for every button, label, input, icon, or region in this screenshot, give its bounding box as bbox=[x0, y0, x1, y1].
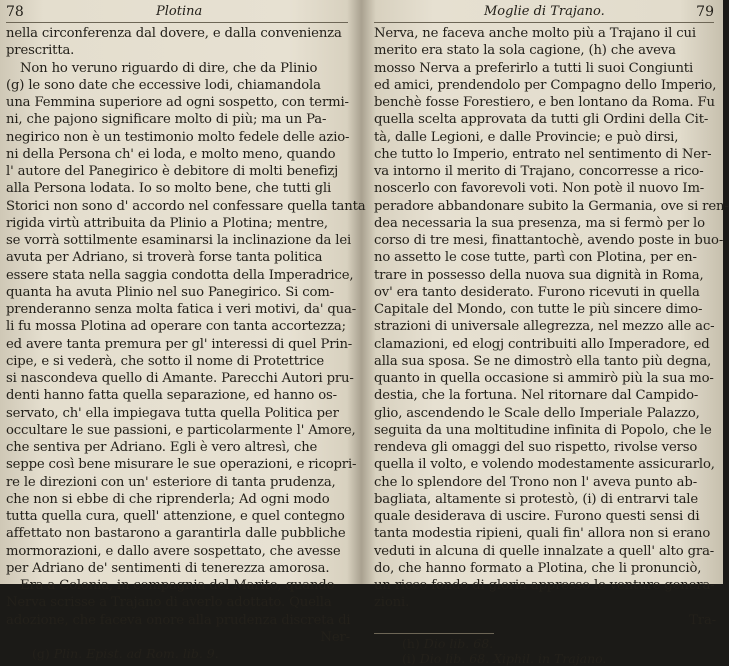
right-page-number: 79 bbox=[696, 4, 714, 20]
text-line: tutta quella cura, quell' attenzione, e quel contegno bbox=[6, 509, 345, 524]
right-page bbox=[372, 4, 729, 666]
text-line: alla sua sposa. Se ne dimostrò ella tanto più degna, bbox=[374, 353, 712, 369]
text-line: va intorno il merito di Trajano, concorresse a rico- bbox=[374, 164, 704, 179]
footnote bbox=[4, 646, 350, 661]
text-line: mosso Nerva a preferirlo a tutti li suoi Congiunti bbox=[374, 60, 694, 76]
left-running-head: Plotina bbox=[156, 4, 203, 19]
text-line: benchè fosse Forestiero, e ben lontano da Roma. Fu bbox=[374, 95, 715, 110]
right-footnotes bbox=[372, 636, 716, 666]
text-line: occultare le sue passioni, e particolarmente l' Amore, bbox=[6, 422, 356, 438]
footnote-text: Dio lib. 68. Xiphil. in Trajano. bbox=[419, 650, 607, 666]
footnote bbox=[372, 636, 716, 651]
text-line: noscerlo con favorevoli voti. Non potè il nuovo Im- bbox=[374, 181, 705, 197]
text-line: negirico non è un testimonio molto fedele delle azio- bbox=[6, 129, 350, 145]
footnote-text: Dio lib. 68. bbox=[423, 635, 494, 651]
text-line: Nerva, ne faceva anche molto più a Trajano il cui bbox=[374, 26, 696, 41]
text-line: trare in possesso della nuova sua dignità in Roma, bbox=[374, 267, 704, 283]
text-line: quella il volto, e volendo modestamente assicurarlo, bbox=[374, 457, 715, 473]
text-line: bagliata, altamente si protestò, (i) di entrarvi tale bbox=[374, 491, 698, 507]
text-line: Era a Colonia, in compagnia del Marito, quando bbox=[20, 578, 335, 593]
text-line: (g) le sono date che eccessive lodi, chiamandola bbox=[6, 77, 321, 93]
text-line: Storici non sono d' accordo nel confessare quella tanta bbox=[6, 198, 366, 214]
footnote-mark: (h) bbox=[402, 635, 420, 651]
left-page-number: 78 bbox=[6, 4, 24, 20]
footnote bbox=[372, 651, 716, 666]
text-line: Capitale del Mondo, con tutte le più sincere dimo- bbox=[374, 302, 703, 317]
text-line: alla Persona lodata. Io so molto bene, che tutti gli bbox=[6, 181, 332, 197]
text-line: mormorazioni, e dallo avere sospettato, che avesse bbox=[6, 543, 341, 559]
text-line: quella scelta approvata da tutti gli Ordini della Cit- bbox=[374, 112, 709, 128]
text-line: no assetto le cose tutte, partì con Plotina, per en- bbox=[374, 250, 697, 266]
text-line: strazioni di universale allegrezza, nel mezzo alle ac- bbox=[374, 319, 715, 335]
text-line: una Femmina superiore ad ogni sospetto, con termi- bbox=[6, 95, 349, 110]
text-line: che tutto lo Imperio, entrato nel sentimento di Ner- bbox=[374, 146, 712, 162]
text-line: ed avere tanta premura per gl' interessi di quel Prin- bbox=[6, 336, 353, 352]
left-page-header bbox=[6, 4, 348, 23]
text-line: se vorrà sottilmente esaminarsi la inclinazione da lei bbox=[6, 233, 352, 248]
text-line: un ricco fondo di gloria appresso le venture genera- bbox=[374, 578, 715, 593]
text-line: per Adriano de' sentimenti di tenerezza amorosa. bbox=[6, 560, 330, 576]
text-line: tanta modestia ripieni, quali fin' allora non si erano bbox=[374, 526, 711, 542]
text-line: seppe così bene misurare le sue operazioni, e ricopri- bbox=[6, 457, 357, 473]
text-line: peradore abbandonare subito la Germania, ove si ren- bbox=[374, 198, 729, 214]
text-line: essere stata nella saggia condotta della Imperadrice, bbox=[6, 267, 354, 283]
text-line: affettato non bastarono a garantirla dalle pubbliche bbox=[6, 526, 346, 542]
text-line: avuta per Adriano, si troverà forse tanta politica bbox=[6, 250, 323, 266]
right-catchword: Tra- bbox=[689, 612, 716, 628]
footnote-mark: (i) bbox=[402, 650, 416, 666]
text-line: ed amici, prendendolo per Compagno dello Imperio, bbox=[374, 77, 717, 93]
right-running-head: Moglie di Trajano. bbox=[484, 4, 605, 19]
text-line: denti hanno fatta quella separazione, ed hanno os- bbox=[6, 388, 337, 404]
text-line: veduti in alcuna di quelle innalzate a quell' alto gra- bbox=[374, 543, 715, 559]
left-page bbox=[4, 4, 366, 661]
text-line: li fu mossa Plotina ad operare con tanta accortezza; bbox=[6, 319, 346, 335]
left-footnotes bbox=[4, 646, 350, 661]
text-line: si nascondeva quello di Amante. Parecchi Autori pru- bbox=[6, 371, 354, 386]
text-line: quanto in quella occasione si ammirò più la sua mo- bbox=[374, 371, 714, 386]
text-line: nella circonferenza dal dovere, e dalla convenienza bbox=[6, 26, 342, 41]
text-line: ni, che pajono significare molto di più; ma un Pa- bbox=[6, 112, 327, 128]
text-line: clamazioni, ed elogj contribuiti allo Imperadore, ed bbox=[374, 336, 710, 352]
text-line: prescritta. bbox=[6, 43, 75, 59]
text-line: quale desiderava di uscire. Furono questi sensi di bbox=[374, 509, 700, 524]
text-line: quanta ha avuta Plinio nel suo Panegirico. Si com- bbox=[6, 284, 334, 300]
text-line: dea necessaria la sua presenza, ma si fermò per lo bbox=[374, 215, 705, 231]
text-line: prenderanno senza molta fatica i veri motivi, da' qua- bbox=[6, 302, 357, 317]
text-line: servato, ch' ella impiegava tutta quella Politica per bbox=[6, 405, 339, 421]
text-line: zioni. bbox=[374, 595, 410, 611]
footnote-mark: (g) bbox=[32, 646, 50, 661]
text-line: ni della Persona ch' ei loda, e molto meno, quando bbox=[6, 146, 336, 162]
right-page-body bbox=[372, 25, 729, 612]
footnote-text: Plin. Epist. ad Rom. lib. 9. bbox=[53, 646, 219, 661]
text-line: merito era stato la sola cagione, (h) che aveva bbox=[374, 43, 676, 59]
text-line: re le direzioni con un' esteriore di tanta prudenza, bbox=[6, 474, 336, 490]
text-line: adozione, che faceva onore alla prudenza discreta di bbox=[6, 612, 351, 628]
text-line: ov' era tanto desiderato. Furono ricevuti in quella bbox=[374, 284, 700, 300]
text-line: glio, ascendendo le Scale dello Imperiale Palazzo, bbox=[374, 405, 700, 421]
text-line: rendeva gli omaggi del suo rispetto, rivolse verso bbox=[374, 440, 698, 455]
left-catchword: Ner- bbox=[320, 629, 350, 645]
left-page-body bbox=[4, 25, 366, 629]
text-line: seguita da una moltitudine infinita di Popolo, che le bbox=[374, 422, 712, 438]
text-line: tà, dalle Legioni, e dalle Provincie; e può dirsi, bbox=[374, 129, 679, 145]
text-line: corso di tre mesi, finattantochè, avendo poste in buo- bbox=[374, 233, 724, 248]
text-line: che lo splendore del Trono non l' aveva punto ab- bbox=[374, 474, 697, 490]
text-line: rigida virtù attribuita da Plinio a Plotina; mentre, bbox=[6, 215, 328, 231]
text-line: l' autore del Panegirico è debitore di molti benefizj bbox=[6, 164, 339, 179]
text-line: che sentiva per Adriano. Egli è vero altresì, che bbox=[6, 440, 318, 455]
text-line: Non ho veruno riguardo di dire, che da Plinio bbox=[20, 60, 318, 76]
right-page-header bbox=[374, 4, 714, 23]
text-line: do, che hanno formato a Plotina, che li pronunciò, bbox=[374, 560, 702, 576]
text-line: Nerva scrisse a Trajano di averlo adottato. Quella bbox=[6, 595, 332, 611]
text-line: che non si ebbe di che riprenderla; Ad ogni modo bbox=[6, 491, 330, 507]
footnote-rule bbox=[374, 633, 494, 634]
text-line: cipe, e si vederà, che sotto il nome di Protettrice bbox=[6, 353, 325, 369]
text-line: destia, che la fortuna. Nel ritornare dal Campido- bbox=[374, 388, 699, 404]
